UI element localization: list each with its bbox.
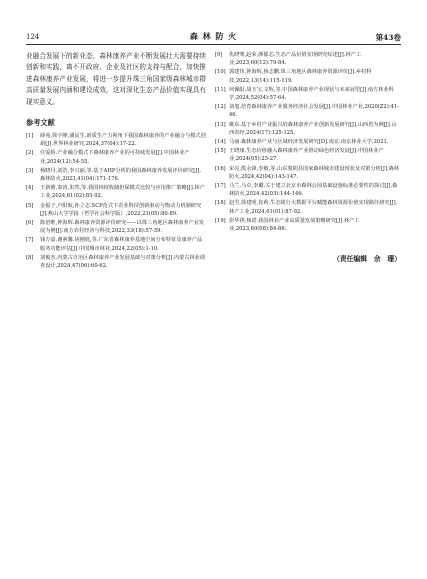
- reference-item: [1] 薛苑,徐宇峰,潘民生.新质生产力视角下我国森林康养的产业融合与模式创新[J].世界林业研究,2024,37(04):17-22.: [26, 133, 206, 148]
- reference-item: [6] 陈倍维,钟海辉.森林康养资源评价研究——以珠三角地区森林康养产业发展为例[J].南方农村经济与科技,2022,33(18):57-59.: [26, 220, 205, 235]
- reference-item: [13] 姚东.基于乡村产业振兴的森林康养产业创新发展研究[J].山西省为例[J].山西农经,2024(17):125-125.: [215, 121, 397, 136]
- references-heading: 参考文献: [26, 118, 55, 128]
- reference-item: [4] 王新雅,秦涛,朱然,等.我国林权收储担保模式比较与应用推广策略[J].林产工业,2024,61(02):85-92.: [26, 185, 205, 200]
- reference-item: [17] 马兰,马卓,李璐.关于建立北京市森林公园基础设施标准必要性的探讨[J].森林防火,2024,42(03):144-146.: [215, 183, 398, 198]
- reference-item: [16] 宋亮,熊永锋,李敏,等.山东蒙阴县国家森林城市建设现状及对策分析[J].森林防火,2024,42(04):143-147.: [215, 165, 399, 180]
- reference-item: [8] 刘俊杰.内蒙古自治区森林康养产业发展基础与对策分析[J].内蒙古林业调查设计,2024,47(06):60-62.: [26, 254, 206, 270]
- references-list-right: [215, 51, 401, 233]
- reference-item: [3] 杨晓丹,刘浩,李兴丽,等.基于AHP分析的我国森林康养发展评价研究[J].森林防火,2023,41(04):171-176.: [26, 167, 202, 183]
- reference-item: [11] 何佩阳,胡玉宝,文辉,等.中国森林康养产业现状与未来展望[J].南方林业科学,2024,52(04):57-64.: [215, 86, 394, 102]
- reference-item: [5] 金福子,卢阳航,孙立志.SCP范式下农业科技创新驱动与衡动力机制研究[J].燕山大学学报（哲学社会科学版）,2022,23(05):80-89.: [26, 202, 202, 217]
- page-number: 124: [26, 33, 40, 41]
- reference-item: [9] 仇晓骞,赵荣,颜郁芯.生态产品价值实现研究综述[J].林产工业,2023,60(12):79-84.: [215, 52, 362, 67]
- reference-item: [12] 刘旭.培育森林康养产业服务经济社会发展[J].中国林业产业,2020(Z2):41-46.: [215, 104, 399, 119]
- reference-item: [15] 王晓康.生态价值融入森林康养产业推动绿色经济发展[J].中国林业产业,2024(05):25-27.: [215, 148, 384, 163]
- reference-item: [2] 任爱娇.产业融合模式下森林康养产业的可持续发展[J].中国林业产业,2024(12):54-55.: [26, 150, 190, 165]
- reference-item: [7] 钱万嘉,谢素馨,胡刚庭,等.广东省森林康养基地空间分布特征及康养产品服务功能评估[J].中国城市林业,2024,22(05):1-10.: [26, 237, 203, 252]
- references-list-left: [26, 132, 206, 270]
- volume-label: 第43卷: [375, 33, 401, 42]
- responsible-editor: （责任编辑 余 珊）: [333, 255, 401, 264]
- reference-item: [19] 彭华祺,杨诺.我国林业产业高质量发展策略研究[J].林产工业,2023,60(08):84-86.: [215, 217, 360, 233]
- running-header: [26, 30, 401, 45]
- reference-item: [10] 郭建伟,钟海辉,杨志鹏.珠三角地区森林康养资源评价[J].乡村科技,2022,13(14):115-119.: [215, 69, 372, 84]
- reference-item: [18] 赵雪,徐建明,崔莉.生态银行大数据平台赋能森林资源价值实现路径研究[J].林产工业,2024,61(01):87-92.: [215, 200, 398, 215]
- right-column: [215, 51, 401, 263]
- left-column: [26, 51, 206, 271]
- reference-item: [14] 马丽.森林康养产业与区域经济发展研究[D].南京:南京林业大学,2021.: [215, 139, 389, 146]
- journal-title: 森 林 防 火: [189, 31, 238, 41]
- body-paragraph: 业融合发展下的新业态，森林康养产业不断发展壮大需要持续创新和实践，离不开政府、企业及社区的支持与配合，加快推进森林康养产业发展，将进一步提升珠三角国家级森林城市群高质量发展内涵和建设成效，这对深化生态产品价值实现具有现实意义。: [26, 52, 206, 106]
